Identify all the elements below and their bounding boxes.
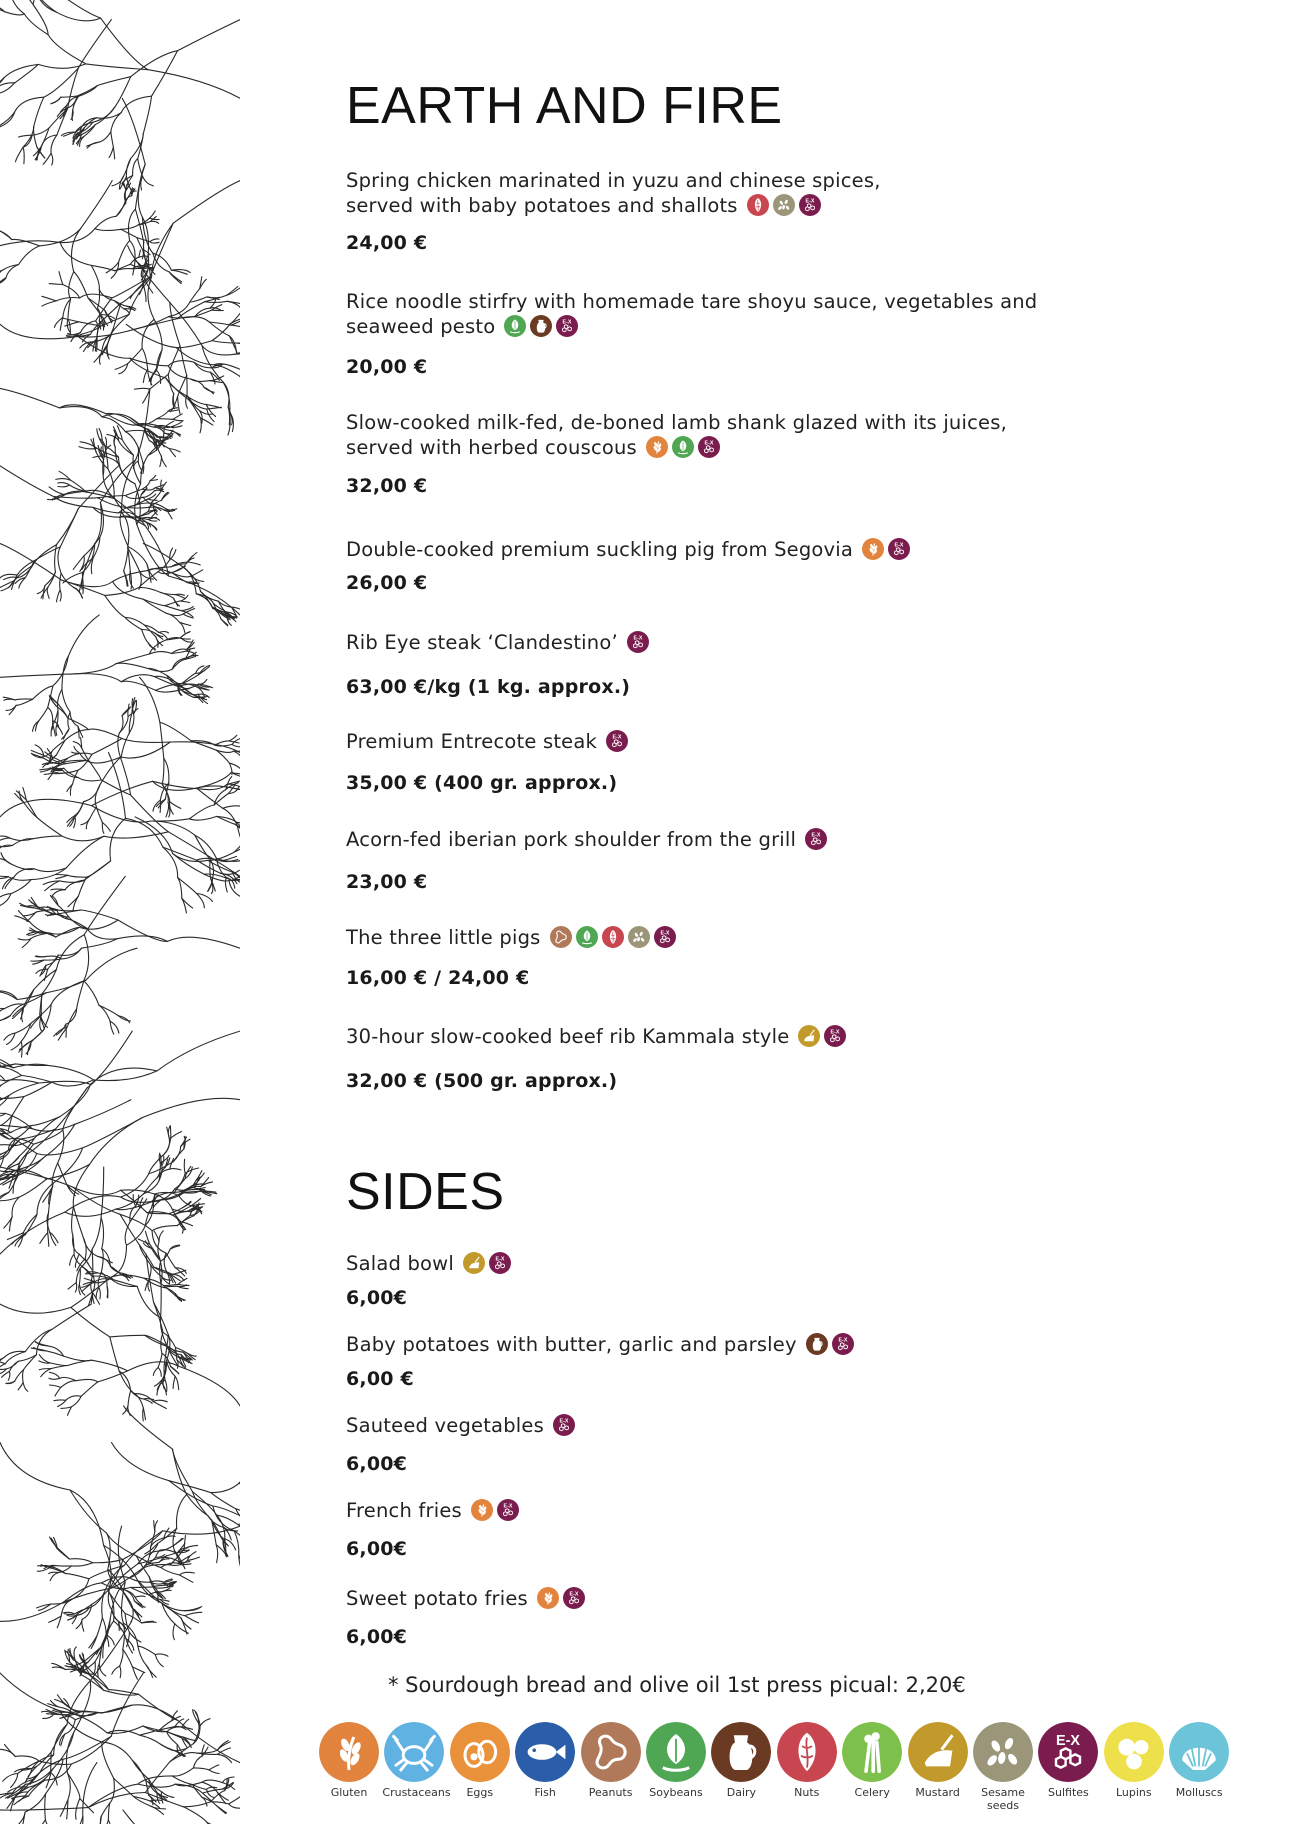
menu-item-price: 26,00 € bbox=[346, 572, 428, 594]
legend-label: Peanuts bbox=[588, 1786, 633, 1799]
legend-entry-mustard bbox=[906, 1722, 970, 1799]
menu-item-price: 6,00 € bbox=[346, 1368, 414, 1390]
menu-item-price: 32,00 € (500 gr. approx.) bbox=[346, 1070, 618, 1092]
eggs-icon bbox=[450, 1722, 510, 1782]
gluten-icon bbox=[646, 436, 668, 458]
svg-text:E-X: E-X bbox=[811, 832, 821, 839]
legend-entry-sesame bbox=[971, 1722, 1035, 1812]
menu-item-line: Premium Entrecote steak bbox=[346, 730, 598, 753]
peanuts-icon bbox=[550, 926, 572, 948]
menu-item-price: 6,00€ bbox=[346, 1626, 408, 1648]
menu-item-line: 30-hour slow-cooked beef rib Kammala style bbox=[346, 1025, 790, 1048]
menu-item-price: 16,00 € / 24,00 € bbox=[346, 967, 530, 989]
sulfites-icon bbox=[606, 730, 628, 752]
menu-item-name bbox=[346, 1332, 854, 1357]
mustard-icon bbox=[798, 1025, 820, 1047]
menu-item-name bbox=[346, 1413, 575, 1438]
legend-label: Sulfites bbox=[1048, 1786, 1089, 1799]
mustard-icon bbox=[463, 1252, 485, 1274]
legend-entry-sulfites bbox=[1036, 1722, 1100, 1799]
celery-icon bbox=[842, 1722, 902, 1782]
legend-entry-peanuts bbox=[579, 1722, 643, 1799]
fish-icon bbox=[515, 1722, 575, 1782]
nuts-icon bbox=[747, 194, 769, 216]
legend-entry-celery bbox=[840, 1722, 904, 1799]
legend-label: Eggs bbox=[466, 1786, 494, 1799]
sulfites-icon bbox=[654, 926, 676, 948]
sulfites-icon bbox=[805, 828, 827, 850]
molluscs-icon bbox=[1169, 1722, 1229, 1782]
legend-label: Gluten bbox=[330, 1786, 368, 1799]
legend-entry-dairy bbox=[709, 1722, 773, 1799]
menu-item-line: Sweet potato fries bbox=[346, 1587, 528, 1610]
vein-illustration bbox=[0, 0, 240, 1824]
soybeans-icon bbox=[576, 926, 598, 948]
svg-text:E-X: E-X bbox=[569, 1591, 579, 1598]
section-title-sides: SIDES bbox=[346, 1163, 505, 1221]
sulfites-icon bbox=[627, 631, 649, 653]
menu-item-line: French fries bbox=[346, 1499, 462, 1522]
gluten-icon bbox=[862, 538, 884, 560]
sulfites-icon bbox=[832, 1333, 854, 1355]
menu-item-line: Rice noodle stirfry with homemade tare shoyu sauce, vegetables and bbox=[346, 290, 1038, 313]
menu-item-line: served with baby potatoes and shallots bbox=[346, 194, 738, 217]
legend-entry-eggs bbox=[448, 1722, 512, 1799]
menu-item-name bbox=[346, 1498, 519, 1523]
soybeans-icon bbox=[646, 1722, 706, 1782]
legend-entry-soybeans bbox=[644, 1722, 708, 1799]
sulfites-icon bbox=[824, 1025, 846, 1047]
sulfites-icon bbox=[888, 538, 910, 560]
section-title-earth-and-fire: EARTH AND FIRE bbox=[346, 77, 783, 135]
legend-label: Mustard bbox=[915, 1786, 960, 1799]
svg-text:E-X: E-X bbox=[1056, 1732, 1081, 1749]
nuts-icon bbox=[602, 926, 624, 948]
menu-item-price: 6,00€ bbox=[346, 1287, 408, 1309]
sesame-icon bbox=[628, 926, 650, 948]
gluten-icon bbox=[471, 1499, 493, 1521]
svg-text:E-X: E-X bbox=[495, 1256, 505, 1263]
sulfites-icon bbox=[698, 436, 720, 458]
legend-entry-nuts bbox=[775, 1722, 839, 1799]
menu-item-line: Rib Eye steak ‘Clandestino’ bbox=[346, 631, 618, 654]
soybeans-icon bbox=[504, 315, 526, 337]
sulfites-icon bbox=[553, 1414, 575, 1436]
soybeans-icon bbox=[672, 436, 694, 458]
dairy-icon bbox=[806, 1333, 828, 1355]
svg-text:E-X: E-X bbox=[633, 635, 643, 642]
menu-item-line: Spring chicken marinated in yuzu and chinese spices, bbox=[346, 169, 881, 192]
menu-item-price: 23,00 € bbox=[346, 871, 428, 893]
sesame-icon bbox=[773, 194, 795, 216]
menu-item-line: Sauteed vegetables bbox=[346, 1414, 544, 1437]
sulfites-icon bbox=[556, 315, 578, 337]
legend-entry-fish bbox=[513, 1722, 577, 1799]
sulfites-icon bbox=[1038, 1722, 1098, 1782]
menu-item-line: Double-cooked premium suckling pig from Segovia bbox=[346, 538, 854, 561]
menu-item-line: served with herbed couscous bbox=[346, 436, 637, 459]
legend-label: Fish bbox=[534, 1786, 556, 1799]
legend-label: Celery bbox=[854, 1786, 890, 1799]
svg-text:E-X: E-X bbox=[894, 542, 904, 549]
menu-item-price: 63,00 €/kg (1 kg. approx.) bbox=[346, 676, 631, 698]
menu-item-name bbox=[346, 630, 649, 655]
legend-label: Crustaceans bbox=[382, 1786, 451, 1799]
dairy-icon bbox=[711, 1722, 771, 1782]
menu-item-name bbox=[346, 168, 881, 218]
menu-item-name bbox=[346, 410, 1007, 460]
menu-item-name bbox=[346, 827, 827, 852]
menu-item-name bbox=[346, 1586, 585, 1611]
menu-item-price: 6,00€ bbox=[346, 1453, 408, 1475]
menu-item-price: 35,00 € (400 gr. approx.) bbox=[346, 772, 618, 794]
menu-item-line: Baby potatoes with butter, garlic and parsley bbox=[346, 1333, 797, 1356]
legend-entry-lupins bbox=[1102, 1722, 1166, 1799]
sesame-icon bbox=[973, 1722, 1033, 1782]
svg-text:E-X: E-X bbox=[838, 1337, 848, 1344]
menu-item-price: 32,00 € bbox=[346, 475, 428, 497]
svg-text:E-X: E-X bbox=[660, 930, 669, 937]
menu-item-name bbox=[346, 1024, 846, 1049]
menu-item-line: The three little pigs bbox=[346, 926, 541, 949]
crustaceans-icon bbox=[384, 1722, 444, 1782]
legend-label: Lupins bbox=[1115, 1786, 1152, 1799]
gluten-icon bbox=[319, 1722, 379, 1782]
menu-item-name bbox=[346, 1251, 511, 1276]
svg-text:E-X: E-X bbox=[503, 1503, 513, 1510]
peanuts-icon bbox=[581, 1722, 641, 1782]
sulfites-icon bbox=[799, 194, 821, 216]
svg-text:E-X: E-X bbox=[559, 1418, 569, 1425]
legend-entry-crustaceans bbox=[382, 1722, 451, 1799]
menu-item-name bbox=[346, 537, 910, 562]
svg-text:E-X: E-X bbox=[562, 319, 572, 326]
legend-label: Sesame seeds bbox=[981, 1786, 1025, 1812]
legend-label: Soybeans bbox=[649, 1786, 703, 1799]
sulfites-icon bbox=[497, 1499, 519, 1521]
sulfites-icon bbox=[563, 1587, 585, 1609]
legend-label: Nuts bbox=[794, 1786, 820, 1799]
menu-item-line: Slow-cooked milk-fed, de-boned lamb shank glazed with its juices, bbox=[346, 411, 1007, 434]
menu-item-name bbox=[346, 729, 628, 754]
dairy-icon bbox=[530, 315, 552, 337]
menu-item-price: 24,00 € bbox=[346, 232, 428, 254]
svg-text:E-X: E-X bbox=[612, 734, 622, 741]
svg-text:E-X: E-X bbox=[831, 1029, 840, 1036]
menu-item-line: seaweed pesto bbox=[346, 315, 496, 338]
menu-item-line: Salad bowl bbox=[346, 1252, 454, 1275]
legend-entry-gluten bbox=[317, 1722, 381, 1799]
lupins-icon bbox=[1104, 1722, 1164, 1782]
svg-text:E-X: E-X bbox=[704, 440, 714, 447]
mustard-icon bbox=[908, 1722, 968, 1782]
nuts-icon bbox=[777, 1722, 837, 1782]
legend-label: Dairy bbox=[726, 1786, 757, 1799]
menu-item-price: 6,00€ bbox=[346, 1538, 408, 1560]
menu-item-line: Acorn-fed iberian pork shoulder from the grill bbox=[346, 828, 797, 851]
menu-item-price: 20,00 € bbox=[346, 356, 428, 378]
legend-label: Molluscs bbox=[1175, 1786, 1223, 1799]
svg-text:E-X: E-X bbox=[805, 198, 815, 205]
bread-note: * Sourdough bread and olive oil 1st press picual: 2,20€ bbox=[388, 1673, 966, 1697]
gluten-icon bbox=[537, 1587, 559, 1609]
sulfites-icon bbox=[489, 1252, 511, 1274]
menu-item-name bbox=[346, 925, 676, 950]
legend-entry-molluscs bbox=[1167, 1722, 1231, 1799]
menu-item-name bbox=[346, 289, 1037, 339]
